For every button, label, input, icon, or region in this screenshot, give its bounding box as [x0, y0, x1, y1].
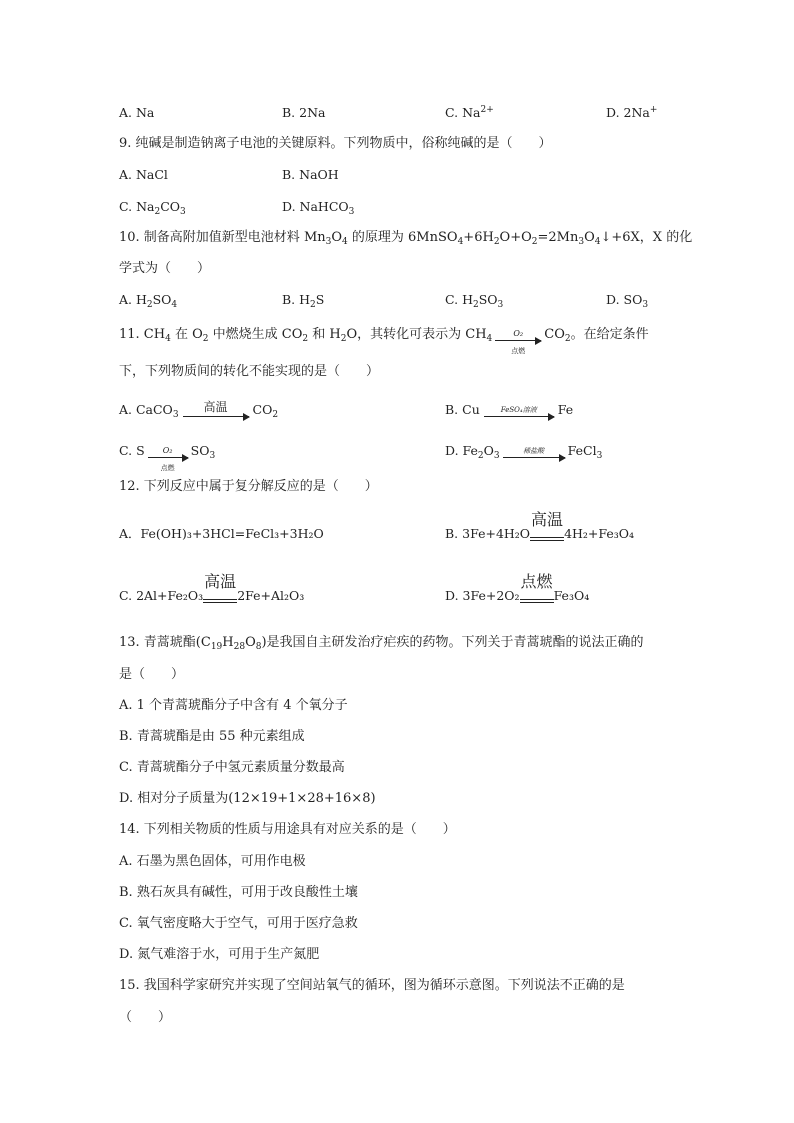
q10-text: +6H [463, 230, 494, 245]
q10-c-sub: 3 [497, 300, 504, 310]
q10-c-sub: 2 [472, 300, 479, 310]
q10-sub: 4 [457, 237, 464, 247]
q11-a-sub: 3 [172, 410, 179, 420]
q10-d-part: D. SO [606, 292, 643, 307]
q10-text: O [584, 230, 595, 245]
q13-text: H [222, 635, 234, 650]
q11-text: CO [544, 327, 565, 342]
q10-text: 的原理为 6MnSO [347, 230, 458, 245]
q12-d-part: D. 3Fe+2O₂ [445, 588, 520, 603]
q12-option-a[interactable]: A．Fe(OH)₃+3HCl=FeCl₃+3H₂O [119, 526, 324, 541]
q15-stem-line2: （ ） [119, 1010, 172, 1025]
q13-sub: 8 [255, 642, 262, 652]
equals-condition [530, 509, 564, 537]
q14-stem: 14. 下列相关物质的性质与用途具有对应关系的是（ ） [119, 822, 456, 837]
q13-option-a[interactable]: A. 1 个青蒿琥酯分子中含有 4 个氧分子 [119, 698, 348, 713]
q14-option-a[interactable]: A. 石墨为黑色固体，可用作电极 [119, 854, 306, 869]
q13-option-b[interactable]: B. 青蒿琥酯是由 55 种元素组成 [119, 729, 305, 744]
q11-option-d[interactable] [445, 442, 602, 460]
q10-sub: 3 [578, 237, 585, 247]
q9-option-c[interactable] [119, 198, 186, 216]
q11-d-part: FeCl [567, 443, 597, 458]
q11-a-sub: 2 [272, 410, 279, 420]
q9-option-b[interactable]: B. NaOH [282, 167, 339, 182]
q11-c-part: SO [190, 443, 210, 458]
q10-text: =2Mn [537, 230, 579, 245]
q11-text: 11. CH [119, 327, 166, 342]
q10-text: O [331, 230, 343, 245]
q8-option-c[interactable] [445, 104, 494, 122]
q13-sub: 19 [210, 642, 223, 652]
q11-sub: 2 [564, 334, 571, 344]
arrow-condition: O₂ [162, 446, 173, 455]
q9-option-d[interactable] [282, 198, 354, 216]
q14-option-c[interactable]: C. 氧气密度略大于空气，可用于医疗急救 [119, 916, 358, 931]
q10-option-a[interactable] [119, 291, 177, 309]
q8-option-d-charge: + [649, 105, 658, 115]
q10-text: 10. 制备高附加值新型电池材料 Mn [119, 230, 326, 245]
reaction-arrow [183, 400, 249, 414]
q9-option-a[interactable]: A. NaCl [119, 167, 168, 182]
q13-option-c[interactable]: C. 青蒿琥酯分子中氢元素质量分数最高 [119, 760, 345, 775]
q13-text: 13. 青蒿琥酯(C [119, 635, 211, 650]
q10-b-part: S [315, 292, 325, 307]
q12-c-part: C. 2Al+Fe₂O₃ [119, 588, 204, 603]
q10-a-sub: 2 [146, 300, 153, 310]
q10-text: ↓+6X，X 的化 [600, 230, 693, 245]
q11-sub: 2 [302, 334, 309, 344]
q11-a-part: A. CaCO [119, 402, 173, 417]
q11-text: O，其转化可表示为 CH [346, 327, 487, 342]
q12-option-c[interactable] [119, 571, 305, 605]
q10-text: O+O [499, 230, 532, 245]
q11-text: 和 H [308, 327, 341, 342]
q10-a-part: A. H [119, 292, 147, 307]
q11-a-part: CO [252, 402, 273, 417]
q14-option-d[interactable]: D. 氮气难溶于水，可用于生产氮肥 [119, 947, 320, 962]
q9-c-part: CO [160, 199, 181, 214]
q11-b-part: Fe [557, 402, 574, 417]
q10-d-sub: 3 [642, 300, 649, 310]
arrow-condition: O₂ [513, 329, 524, 338]
q9-d-sub: 3 [348, 207, 355, 217]
q11-option-c[interactable] [119, 442, 216, 472]
arrow-condition: FeSO₄溶液 [500, 406, 537, 414]
q12-d-part: Fe₃O₄ [553, 588, 590, 603]
q10-stem-line2: 学式为（ ） [119, 261, 211, 276]
q10-option-d[interactable] [606, 291, 648, 309]
q11-d-sub: 3 [596, 451, 603, 461]
q10-b-part: B. H [282, 292, 311, 307]
equals-condition [203, 571, 237, 599]
q13-text: )是我国自主研发治疗疟疾的药物。下列关于青蒿琥酯的说法正确的 [261, 635, 644, 650]
q11-stem [119, 326, 649, 355]
q11-text: 中燃烧生成 CO [208, 327, 303, 342]
equation-condition: 高温 [531, 509, 564, 529]
q10-sub: 4 [342, 237, 348, 247]
q11-sub: 2 [202, 334, 209, 344]
equals-condition [520, 571, 554, 599]
q13-text: O [245, 635, 256, 650]
q11-sub: 4 [165, 334, 171, 344]
q10-sub: 3 [325, 237, 332, 247]
q13-sub: 28 [233, 642, 246, 652]
arrow-condition: 点燃 [160, 464, 175, 472]
q12-b-part: B. 3Fe+4H₂O [445, 526, 531, 541]
q10-sub: 2 [493, 237, 500, 247]
q10-option-b[interactable] [282, 291, 324, 309]
q11-sub: 2 [340, 334, 347, 344]
arrow-condition: 点燃 [511, 347, 526, 355]
q12-option-d[interactable] [445, 571, 590, 605]
q10-stem [119, 229, 692, 247]
q10-c-part: SO [478, 292, 498, 307]
q9-stem: 9. 纯碱是制造钠离子电池的关键原料。下列物质中，俗称纯碱的是（ ） [119, 136, 552, 151]
q11-c-part: C. S [119, 443, 145, 458]
q11-option-a[interactable] [119, 401, 278, 419]
q11-c-sub: 3 [209, 451, 216, 461]
q8-option-d[interactable] [606, 104, 657, 122]
arrow-condition: 稀盐酸 [523, 447, 545, 455]
q10-c-part: C. H [445, 292, 473, 307]
q11-d-sub: 3 [493, 451, 500, 461]
q9-c-part: C. Na [119, 199, 155, 214]
q10-a-part: SO [152, 292, 172, 307]
q9-c-sub: 2 [154, 207, 161, 217]
q9-d-part: D. NaHCO [282, 199, 349, 214]
q13-stem [119, 634, 644, 652]
q8-option-a[interactable]: A. Na [119, 105, 155, 120]
arrow-condition: 高温 [203, 400, 228, 414]
q12-stem: 12. 下列反应中属于复分解反应的是（ ） [119, 479, 378, 494]
q11-d-part: O [483, 443, 494, 458]
q12-c-part: 2Fe+Al₂O₃ [237, 588, 305, 603]
q12-b-part: 4H₂+Fe₃O₄ [564, 526, 635, 541]
reaction-arrow [495, 329, 541, 355]
q15-stem: 15. 我国科学家研究并实现了空间站氧气的循环，图为循环示意图。下列说法不正确的是 [119, 978, 625, 993]
q10-sub: 2 [531, 237, 538, 247]
q8-option-d-text: D. 2Na [606, 105, 650, 120]
q13-stem-line2: 是（ ） [119, 667, 185, 682]
q13-option-d[interactable]: D. 相对分子质量为(12×19+1×28+16×8) [119, 791, 376, 806]
q8-option-c-charge: 2+ [480, 105, 494, 115]
q11-text: 在 O [170, 327, 203, 342]
q9-c-sub: 3 [180, 207, 186, 217]
q12-option-b[interactable] [445, 509, 635, 543]
equation-condition: 点燃 [520, 571, 553, 591]
q14-option-b[interactable]: B. 熟石灰具有碱性，可用于改良酸性土壤 [119, 885, 358, 900]
reaction-arrow [148, 446, 188, 472]
equation-condition: 高温 [204, 571, 237, 591]
q11-text: 。在给定条件 [570, 327, 649, 342]
reaction-arrow [484, 406, 554, 414]
q10-b-sub: 2 [310, 300, 316, 310]
q11-sub: 4 [486, 334, 493, 344]
q8-option-b[interactable]: B. 2Na [282, 105, 326, 120]
q11-d-part: D. Fe [445, 443, 478, 458]
q8-option-c-text: C. Na [445, 105, 481, 120]
q10-a-sub: 4 [171, 300, 178, 310]
q10-sub: 4 [594, 237, 601, 247]
q11-option-b[interactable] [445, 401, 573, 419]
q10-option-c[interactable] [445, 291, 503, 309]
q11-d-sub: 2 [477, 451, 484, 461]
reaction-arrow [503, 447, 565, 455]
q11-stem-line2: 下，下列物质间的转化不能实现的是（ ） [119, 364, 380, 379]
q11-b-part: B. Cu [445, 402, 480, 417]
